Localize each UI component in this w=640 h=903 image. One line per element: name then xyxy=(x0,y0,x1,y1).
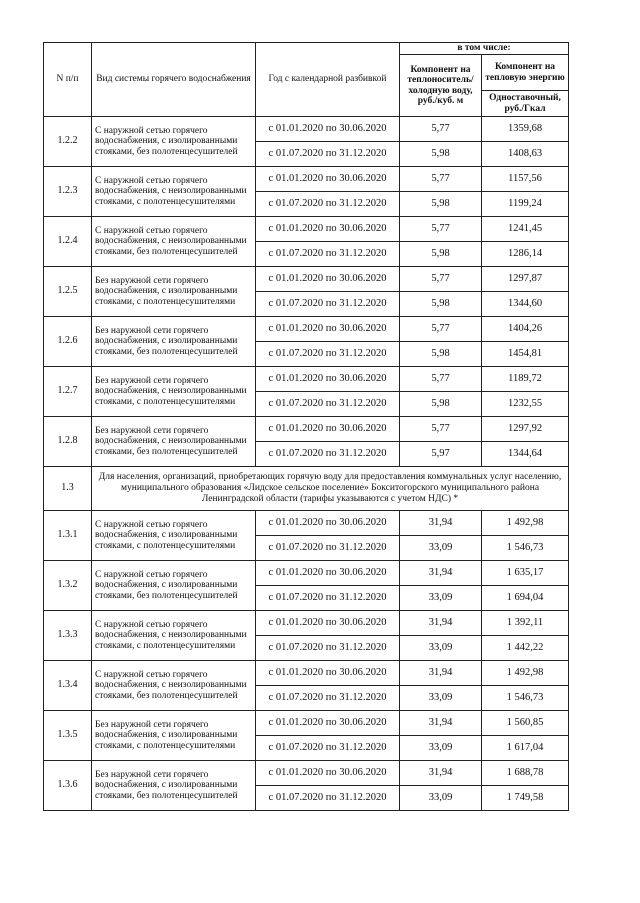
system-description: С наружной сетью горячего водоснабжения, с неизолированными стояками, с полотенцесушителями xyxy=(92,167,256,217)
heat-energy-value: 1 560,85 xyxy=(482,711,569,736)
cold-water-value: 33,09 xyxy=(400,536,482,561)
system-description: Без наружной сети горячего водоснабжения, с неизолированными стояками, с полотенцесушителями xyxy=(92,367,256,417)
heat-energy-value: 1241,45 xyxy=(482,217,569,242)
row-number: 1.2.6 xyxy=(44,317,92,367)
row-number: 1.3.6 xyxy=(44,761,92,811)
table-row xyxy=(44,117,569,142)
period-cell: с 01.01.2020 по 30.06.2020 xyxy=(256,761,400,786)
heat-energy-value: 1 749,58 xyxy=(482,786,569,811)
cold-water-value: 5,77 xyxy=(400,167,482,192)
row-number: 1.3.3 xyxy=(44,611,92,661)
header-row-1 xyxy=(44,43,569,55)
table-row xyxy=(44,317,569,342)
table-row xyxy=(44,561,569,586)
cold-water-value: 5,77 xyxy=(400,367,482,392)
period-cell: с 01.07.2020 по 31.12.2020 xyxy=(256,192,400,217)
heat-energy-value: 1 635,17 xyxy=(482,561,569,586)
heat-energy-value: 1157,56 xyxy=(482,167,569,192)
row-number: 1.3.1 xyxy=(44,511,92,561)
cold-water-value: 31,94 xyxy=(400,661,482,686)
heat-energy-value: 1 392,11 xyxy=(482,611,569,636)
period-cell: с 01.01.2020 по 30.06.2020 xyxy=(256,367,400,392)
cold-water-value: 5,98 xyxy=(400,142,482,167)
period-cell: с 01.07.2020 по 31.12.2020 xyxy=(256,142,400,167)
cold-water-value: 31,94 xyxy=(400,761,482,786)
system-description: Без наружной сети горячего водоснабжения, с изолированными стояками, с полотенцесушителями xyxy=(92,267,256,317)
period-cell: с 01.01.2020 по 30.06.2020 xyxy=(256,317,400,342)
system-description: Без наружной сети горячего водоснабжения, с неизолированными стояками, без полотенцесушителей xyxy=(92,417,256,467)
cold-water-value: 5,98 xyxy=(400,192,482,217)
system-description: Без наружной сети горячего водоснабжения, с изолированными стояками, без полотенцесушителей xyxy=(92,761,256,811)
tariff-table xyxy=(43,42,569,811)
period-cell: с 01.01.2020 по 30.06.2020 xyxy=(256,611,400,636)
heat-energy-value: 1 442,22 xyxy=(482,636,569,661)
period-cell: с 01.01.2020 по 30.06.2020 xyxy=(256,217,400,242)
period-cell: с 01.01.2020 по 30.06.2020 xyxy=(256,167,400,192)
cold-water-value: 31,94 xyxy=(400,511,482,536)
heat-energy-value: 1199,24 xyxy=(482,192,569,217)
row-number: 1.3.5 xyxy=(44,711,92,761)
table-row xyxy=(44,267,569,292)
header-heat-single-rate: Одноставочный, руб./Гкал xyxy=(482,91,569,117)
header-heat-component: Компонент на тепловую энергию xyxy=(482,55,569,91)
tariff-table-page xyxy=(43,42,568,805)
cold-water-value: 31,94 xyxy=(400,711,482,736)
system-description: С наружной сетью горячего водоснабжения, с изолированными стояками, без полотенцесушителей xyxy=(92,561,256,611)
period-cell: с 01.07.2020 по 31.12.2020 xyxy=(256,292,400,317)
period-cell: с 01.01.2020 по 30.06.2020 xyxy=(256,511,400,536)
heat-energy-value: 1 492,98 xyxy=(482,511,569,536)
system-description: Без наружной сети горячего водоснабжения, с изолированными стояками, с полотенцесушителями xyxy=(92,711,256,761)
row-number: 1.2.3 xyxy=(44,167,92,217)
cold-water-value: 5,77 xyxy=(400,217,482,242)
period-cell: с 01.07.2020 по 31.12.2020 xyxy=(256,636,400,661)
header-including: в том числе: xyxy=(400,43,569,55)
heat-energy-value: 1 617,04 xyxy=(482,736,569,761)
heat-energy-value: 1189,72 xyxy=(482,367,569,392)
cold-water-value: 5,97 xyxy=(400,442,482,467)
row-number: 1.3 xyxy=(44,467,92,511)
heat-energy-value: 1286,14 xyxy=(482,242,569,267)
period-cell: с 01.07.2020 по 31.12.2020 xyxy=(256,786,400,811)
row-number: 1.2.8 xyxy=(44,417,92,467)
cold-water-value: 33,09 xyxy=(400,586,482,611)
cold-water-value: 33,09 xyxy=(400,636,482,661)
heat-energy-value: 1 688,78 xyxy=(482,761,569,786)
header-number: N п/п xyxy=(44,43,92,117)
table-row xyxy=(44,661,569,686)
period-cell: с 01.01.2020 по 30.06.2020 xyxy=(256,117,400,142)
period-cell: с 01.07.2020 по 31.12.2020 xyxy=(256,586,400,611)
system-description: Без наружной сети горячего водоснабжения, с изолированными стояками, без полотенцесушителей xyxy=(92,317,256,367)
heat-energy-value: 1408,63 xyxy=(482,142,569,167)
heat-energy-value: 1359,68 xyxy=(482,117,569,142)
cold-water-value: 5,98 xyxy=(400,342,482,367)
period-cell: с 01.07.2020 по 31.12.2020 xyxy=(256,392,400,417)
heat-energy-value: 1 492,98 xyxy=(482,661,569,686)
row-number: 1.2.2 xyxy=(44,117,92,167)
table-row xyxy=(44,761,569,786)
heat-energy-value: 1297,87 xyxy=(482,267,569,292)
row-number: 1.2.5 xyxy=(44,267,92,317)
cold-water-value: 5,98 xyxy=(400,242,482,267)
table-row xyxy=(44,367,569,392)
header-period: Год с календарной разбивкой xyxy=(256,43,400,117)
cold-water-value: 5,77 xyxy=(400,267,482,292)
system-description: С наружной сетью горячего водоснабжения, с неизолированными стояками, без полотенцесушителей xyxy=(92,217,256,267)
period-cell: с 01.01.2020 по 30.06.2020 xyxy=(256,267,400,292)
cold-water-value: 5,98 xyxy=(400,392,482,417)
period-cell: с 01.07.2020 по 31.12.2020 xyxy=(256,736,400,761)
cold-water-value: 5,77 xyxy=(400,317,482,342)
system-description: С наружной сетью горячего водоснабжения, с неизолированными стояками, без полотенцесушителей xyxy=(92,661,256,711)
cold-water-value: 5,98 xyxy=(400,292,482,317)
system-description: С наружной сетью горячего водоснабжения, с изолированными стояками, с полотенцесушителями xyxy=(92,511,256,561)
header-cold-water-component: Компонент на теплоноситель/холодную воду, руб./куб. м xyxy=(400,55,482,117)
table-row xyxy=(44,217,569,242)
cold-water-value: 31,94 xyxy=(400,611,482,636)
heat-energy-value: 1344,60 xyxy=(482,292,569,317)
period-cell: с 01.07.2020 по 31.12.2020 xyxy=(256,342,400,367)
header-system-type: Вид системы горячего водоснабжения xyxy=(92,43,256,117)
table-row xyxy=(44,417,569,442)
heat-energy-value: 1 694,04 xyxy=(482,586,569,611)
cold-water-value: 5,77 xyxy=(400,417,482,442)
period-cell: с 01.01.2020 по 30.06.2020 xyxy=(256,561,400,586)
period-cell: с 01.07.2020 по 31.12.2020 xyxy=(256,536,400,561)
cold-water-value: 33,09 xyxy=(400,686,482,711)
cold-water-value: 33,09 xyxy=(400,736,482,761)
row-number: 1.2.7 xyxy=(44,367,92,417)
period-cell: с 01.07.2020 по 31.12.2020 xyxy=(256,242,400,267)
table-row xyxy=(44,167,569,192)
heat-energy-value: 1297,92 xyxy=(482,417,569,442)
heat-energy-value: 1 546,73 xyxy=(482,686,569,711)
heat-energy-value: 1 546,73 xyxy=(482,536,569,561)
row-number: 1.3.4 xyxy=(44,661,92,711)
heat-energy-value: 1454,81 xyxy=(482,342,569,367)
period-cell: с 01.07.2020 по 31.12.2020 xyxy=(256,686,400,711)
section-1-3-row xyxy=(44,467,569,511)
period-cell: с 01.01.2020 по 30.06.2020 xyxy=(256,711,400,736)
row-number: 1.2.4 xyxy=(44,217,92,267)
section-1-3-description: Для населения, организаций, приобретающих горячую воду для предоставления коммунальных услуг населению, муниципального образования «Лидское сельское поселение» Бокситогорского муниципального района Ленинградской области (тарифы указываются с учетом НДС) * xyxy=(92,467,569,511)
heat-energy-value: 1232,55 xyxy=(482,392,569,417)
row-number: 1.3.2 xyxy=(44,561,92,611)
table-row xyxy=(44,611,569,636)
system-description: С наружной сетью горячего водоснабжения, с изолированными стояками, без полотенцесушителей xyxy=(92,117,256,167)
heat-energy-value: 1404,26 xyxy=(482,317,569,342)
cold-water-value: 33,09 xyxy=(400,786,482,811)
table-row xyxy=(44,711,569,736)
cold-water-value: 31,94 xyxy=(400,561,482,586)
period-cell: с 01.01.2020 по 30.06.2020 xyxy=(256,661,400,686)
cold-water-value: 5,77 xyxy=(400,117,482,142)
heat-energy-value: 1344,64 xyxy=(482,442,569,467)
period-cell: с 01.07.2020 по 31.12.2020 xyxy=(256,442,400,467)
system-description: С наружной сетью горячего водоснабжения, с неизолированными стояками, с полотенцесушителями xyxy=(92,611,256,661)
period-cell: с 01.01.2020 по 30.06.2020 xyxy=(256,417,400,442)
table-row xyxy=(44,511,569,536)
